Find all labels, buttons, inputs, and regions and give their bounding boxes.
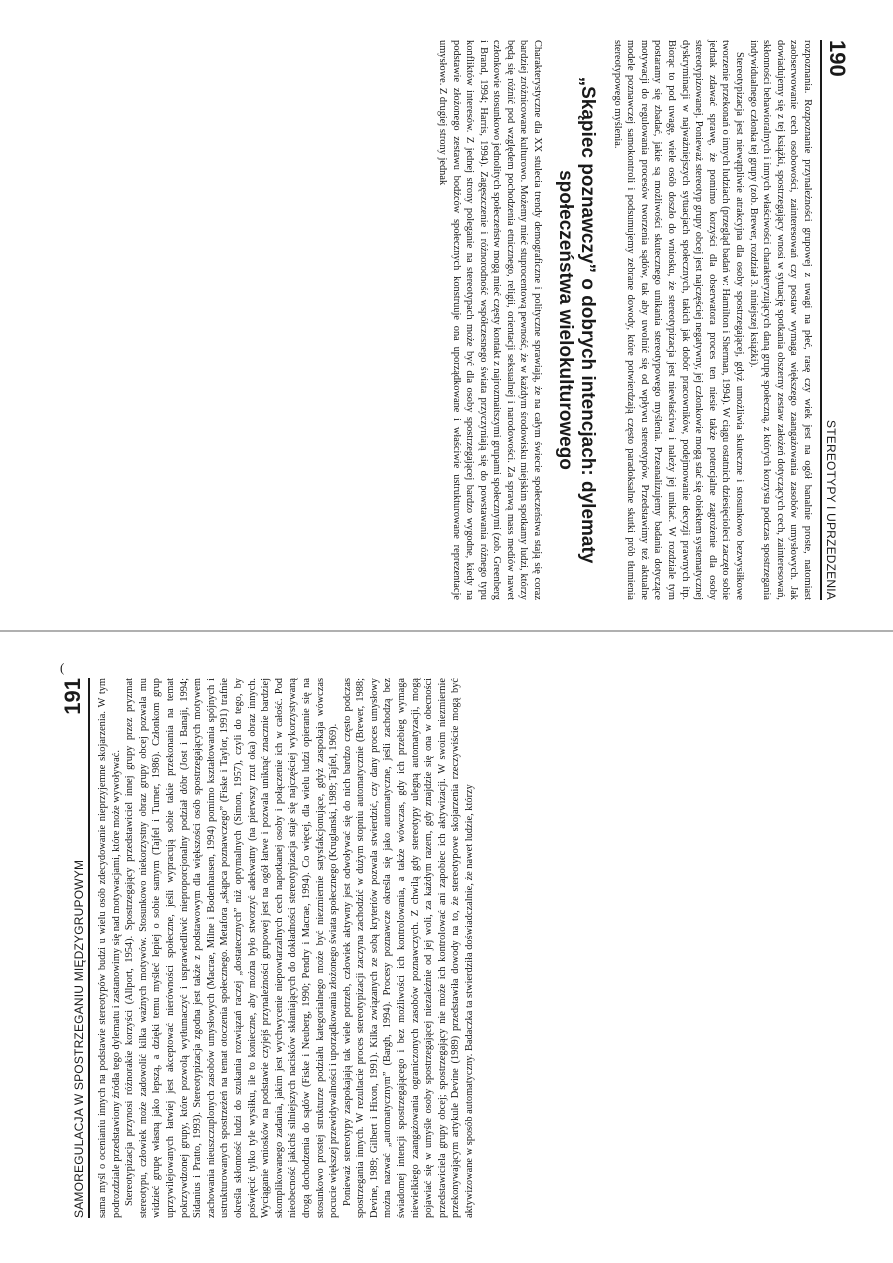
page-number: 190 — [825, 40, 850, 77]
running-title: STEREOTYPY I UPRZEDZENIA — [824, 420, 838, 600]
margin-mark: ( — [60, 660, 65, 675]
page-190-content — [435, 40, 850, 600]
running-title: SAMOREGULACJA W SPOSTRZEGANIU MIĘDZYGRUPOWYM — [72, 859, 86, 1218]
paragraph: Ponieważ stereotypy zaspokajają tak wiele potrzeb, człowiek aktywny jest odwoływać się do nich bardzo często podczas spostrzegania innych. W rezultacie proces stereotypizacji zaczyna zachodzić w dużym stopniu automatycznie (Brewer, 1988; Devine, 1989; Gilbert i Hixon, 1991). Kilka związanych ze sobą kryteriów pozwala stwierdzić, czy dany proces umysłowy można nazwać „automatycznym” (Bargh, 1994). Procesy poznawcze określa się jako automatyczne, jeśli zachodzą bez świadomej intencji spostrzegającego i bez możliwości ich kontrolowania, a także wówczas, gdy ich przebieg wymaga niewielkiego zaangażowania ograniczonych zasobów poznawczych. Z chwilą gdy stereotypy ulegną automatyzacji, mogą pojawiać się w umyśle osoby spostrzegającej niezależnie od jej woli, za każdym razem, gdy znajdzie się ona w obecności przedstawiciela grupy obcej; spostrzegający nie może ich kontrolować ani zapobiec ich aktywizacji. W swoim niezmiernie przekonywającym artykule Devine (1989) przedstawiła dowody na to, że stereotypowe skojarzenia rzeczywiście mogą być aktywizowane w sposób automatyczny. Badaczka ta stwierdziła doświadczalnie, że nawet ludzie, którzy — [341, 678, 476, 1218]
page-fold-divider — [0, 630, 893, 632]
page-number: 191 — [60, 678, 85, 715]
paragraph: Charakterystyczne dla XX stulecia trendy demograficzne i polityczne sprawiają, że na całym świecie społeczeństwa stają się coraz bardziej zróżnicowane kulturowo. Możemy mieć stuprocentową pewność, że w każdym środowisku miejskim spotkamy ludzi, którzy będą się różnić pod względem pochodzenia etnicznego, religii, orientacji seksualnej i narodowości. Za sprawą mass mediów nawet członkowie stosunkowo jednolitych społeczeństw mogą mieć częsty kontakt z najrozmaitszymi grupami społecznymi (zob. Greenberg i Brand, 1994; Harris, 1994). Zagęszczenie i różnorodność współczesnego świata przyczyniają się do powstawania różnego typu konfliktów interesów. Z jednej strony poleganie na stereotypach może być dla osoby spostrzegającej bardzo wygodne, kiedy na podstawie złożonego zestawu bodźców społecznych konstruuje ona uporządkowane i właściwie ustrukturowane reprezentacje umysłowe. Z drugiej strony jednak — [436, 40, 544, 600]
section-heading: „Skąpiec poznawczy” o dobrych intencjach: dylematy społeczeństwa wielokulturowego — [555, 76, 599, 564]
paragraph: rozpoznania. Rozpoznanie przynależności grupowej z uwagi na płeć, rasę czy wiek jest na ogół banalnie proste, natomiast zaobserwowanie cech osobowości, zainteresowań czy postaw wymaga większego zaangażowania zasobów umysłowych. Jak dowiadujemy się z tej książki, spostrzegający wnosi w sytuację spotkania obszerny zestaw założeń dotyczących cech, zainteresowań, skłonności behawioralnych i innych właściwości charakteryzujących daną grupę społeczną, z których korzysta podczas spostrzegania indywidualnego członka tej grupy (zob. Brewer, rozdział 3. niniejszej książki). — [747, 40, 813, 600]
paragraph: Stereotypizacja przynosi różnorakie korzyści (Allport, 1954). Spostrzegający przedstawiciel innej grupy przez pryzmat stereotypu, człowiek może zadowolić kilka ważnych motywów. Stosunkowo niekorzystny obraz grupy obcej pozwala mu widzieć grupę własną jako lepszą, a dzięki temu myśleć lepiej o sobie samym (Tajfel i Turner, 1986). Członkom grup uprzywilejowanych łatwiej jest akceptować nierówności społeczne, jeśli wypracują sobie takie przekonania na temat pokrzywdzonej grupy, które pozwolą wytłumaczyć i usprawiedliwić nieproporcjonalny podział dóbr (Jost i Banaji, 1994; Sidanius i Pratto, 1993). Stereotypizacja zgodna jest także z podstawowym dla większości osób spostrzegających motywem zachowania nieuszczuplonych zasobów umysłowych (Macrae, Milne i Bodenhausen, 1994) pomimo kształtowania spójnych i ustrukturowanych spostrzeżeń na temat otoczenia społecznego. Metafora „skąpca poznawczego” (Fiske i Taylor, 1991) trafnie określa skłonność ludzi do szukania rozwiązań raczej „dostatecznych” niż optymalnych (Simon, 1957), czyli do tego, by poświęcić tylko tyle wysiłku, ile to konieczne, aby można było stworzyć adekwatny (na pierwszy rzut oka) obraz innych. Wyciąganie wniosków na podstawie czyjejś przynależności grupowej jest na ogół łatwe i pozwala uniknąć znacznie bardziej skomplikowanego zadania, jakim jest wychwycenie niepowtarzalnych cech napotkanej osoby i połączenie ich w całość. Pod nieobecność jakichś silniejszych nacisków skłaniających do dokładności stereotypizacja staje się najczęściej wykorzystywaną drogą dochodzenia do sądów (Fiske i Neuberg, 1990; Pendry i Macrae, 1994). Co więcej, dla wielu ludzi opieranie się na stosunkowo prostej strukturze podziału kategorialnego może być niezmiernie satysfakcjonujące, gdyż zaspokaja wówczas pocucie większej przewidywalności i uporządkowania złożonego świata społecznego (Kruglanski, 1989; Tajfel, 1969). — [124, 678, 340, 1218]
page-191 — [0, 633, 893, 1263]
paragraph: sama myśl o ocenianiu innych na podstawie stereotypów budzi u wielu osób zdecydowanie nieprzyjemne skojarzenia. W tym podrozdziale przedstawiony źródła tego dylematu i zastanowimy się nad motywacjami, które może wywoływać. — [97, 678, 122, 1218]
running-head-191 — [60, 678, 90, 1218]
paragraph: Stereotypizacja jest niewątpliwie atrakcyjna dla osoby spostrzegającej, gdyż umożliwia skuteczne i stosunkowo bezwysiłkowe tworzenie przekonań o innych ludziach (przegląd badań w: Hamilton i Sherman, 1994). W ciągu ostatnich dziesięcioleci zaczęto sobie jednak zdawać sprawę, że pomimo korzyści dla obserwatora proces ten niesie także potencjalne zagrożenie dla osoby stereotypizowanej. Ponieważ stereotyp grupy obcej jest najczęściej negatywny, jej członkowie mogą stać się obiektem systematycznej dyskryminacji w najważniejszych sytuacjach społecznych, takich jak dobór pracowników, podejmowanie decyzji prawnych itp. Biorąc to pod uwagę, wiele osób doszło do wniosku, że stereotypizacja jest niewłaściwa i należy jej unikać. W rozdziale tym postaramy się zbadać, jakie są możliwości skutecznego unikania stereotypowego myślenia. Przeanalizujemy badania dotyczące motywacji do regulowania procesów tworzenia sądów, tak aby uwolnić się od wpływu stereotypów. Przedstawimy też aktualne modele poznawczej samokontroli i podsumujemy zebrane dowody, które potwierdzają często paradoksalne skutki prób tłumienia stereotypowego myślenia. — [611, 40, 746, 600]
running-head-190 — [820, 40, 850, 600]
page-191-content — [60, 678, 477, 1218]
page-190 — [0, 0, 893, 630]
